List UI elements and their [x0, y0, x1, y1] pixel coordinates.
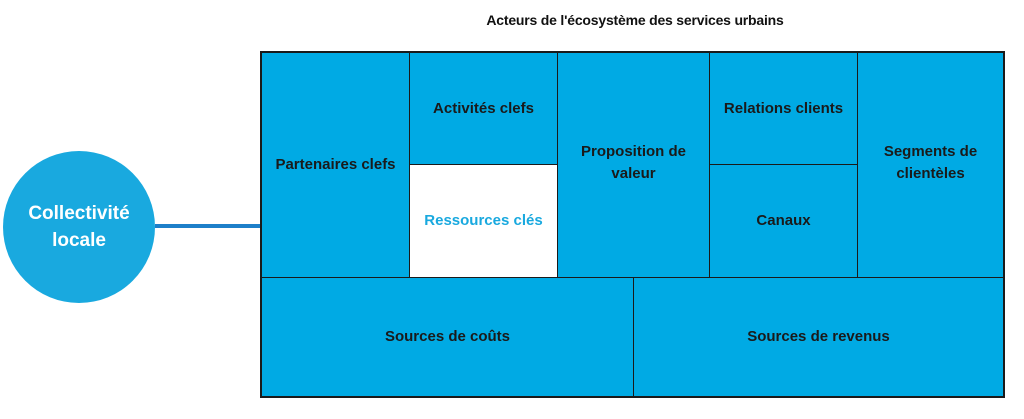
actor-circle	[3, 151, 155, 303]
block-canaux-label: Canaux	[756, 212, 811, 229]
block-relations-clients	[709, 52, 858, 165]
block-revenus-label: Sources de revenus	[747, 328, 890, 345]
block-relations-label: Relations clients	[723, 99, 844, 117]
block-proposition-label: Proposition de valeur	[581, 143, 686, 182]
block-partenaires-label: Partenaires clefs	[275, 156, 396, 173]
actor-label: Collectivité locale	[28, 203, 130, 251]
block-sources-de-revenus	[633, 277, 1004, 397]
block-canaux	[709, 164, 858, 278]
block-partenaires-clefs	[261, 52, 410, 278]
block-activites-label: Activités clefs	[433, 99, 534, 117]
block-segments-label: Segments de clientèles	[883, 143, 978, 182]
diagram-title: Acteurs de l'écosystème des services urbains	[486, 12, 784, 28]
block-activites-clefs	[409, 52, 558, 165]
block-sources-de-couts	[261, 277, 634, 397]
business-model-canvas	[260, 51, 1005, 398]
block-couts-label: Sources de coûts	[384, 328, 511, 345]
block-ressources-label: Ressources clés	[424, 212, 543, 229]
block-proposition-de-valeur	[557, 52, 710, 278]
block-segments-de-clienteles	[857, 52, 1004, 278]
block-ressources-cles	[409, 164, 558, 278]
